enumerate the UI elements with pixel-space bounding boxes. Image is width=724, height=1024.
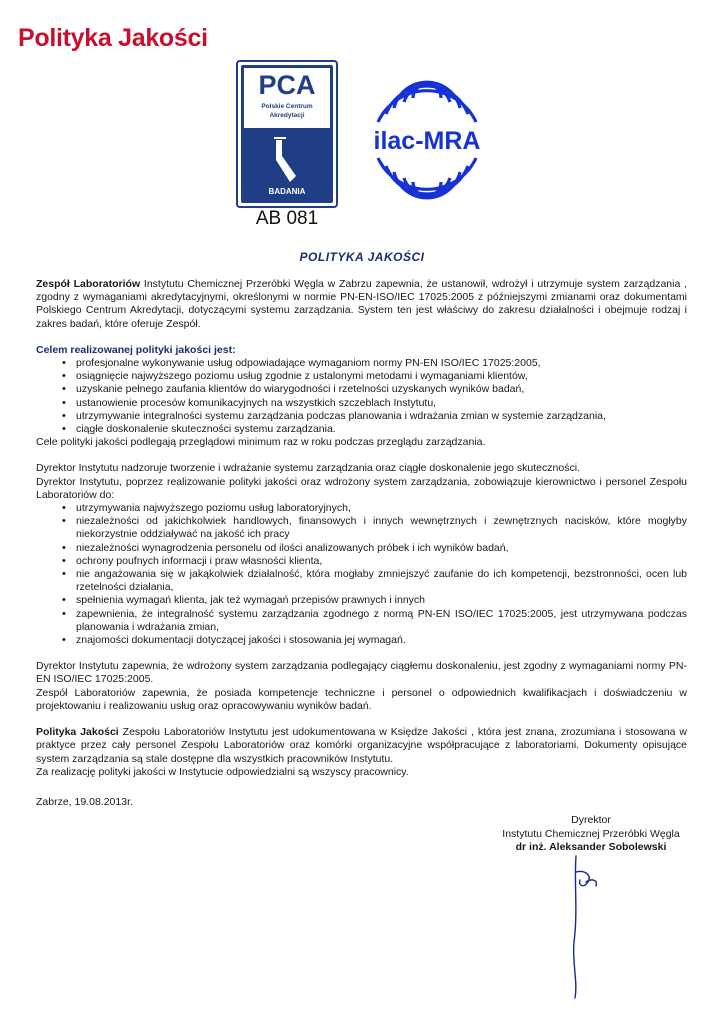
list-item: • nie angażowania się w jakąkolwiek działalność, która mogłaby zmniejszyć zaufanie do ich kompetencji, bezstronności, ocen lub rzetelności działania, <box>76 568 687 594</box>
intro-text: Instytutu Chemicznej Przeróbki Węgla w Zabrzu zapewnia, że ustanowił, wdrożył i utrzymuje system zarządzania , zgodny z wymaganiami akredytacyjnymi, określonymi w normie PN-EN-ISO/IEC 17025:2005 z późniejszymi zmianami oraz dokumentami Polskiego Centrum Akredytacji, dotyczącymi systemu zarządzania. System ten jest właściwy do zakresu działalności i obejmuje rodzaj i zakres badań, które oferuje Zespół. <box>36 278 687 330</box>
signatory-role: Dyrektor <box>571 814 611 826</box>
director-paragraph-1: Dyrektor Instytutu nadzoruje tworzenie i wdrażanie systemu zarządzania oraz ciągłe doskonalenie jego skuteczności. <box>36 462 580 475</box>
list-item: • osiągnięcie najwyższego poziomu usług zgodnie z ustalonymi metodami i wymaganiami klientów, <box>76 370 687 383</box>
closing-paragraph <box>36 726 687 766</box>
assurance-paragraph-2: Zespół Laboratoriów zapewnia, że posiada kompetencje techniczne i personel o odpowiednich kwalifikacjach i doświadczeniu w projektowaniu i realizowaniu usług oraz opracowywaniu wyników badań. <box>36 686 687 712</box>
responsibility-paragraph: Za realizację polityki jakości w Instytucie odpowiedzialni są wszyscy pracownicy. <box>36 765 409 778</box>
signatory-institution: Instytutu Chemicznej Przeróbki Węgla <box>502 827 680 840</box>
accreditation-logos <box>0 58 724 238</box>
list-item: • uzyskanie pełnego zaufania klientów do wiarygodności i rzetelności uzyskanych wyników badań, <box>76 383 687 396</box>
pca-name-line2: Akredytacji <box>269 112 305 119</box>
pca-acronym: PCA <box>258 70 316 100</box>
aims-heading: Celem realizowanej polityki jakości jest: <box>36 343 236 356</box>
list-item: • utrzymywanie integralności systemu zarządzania podczas planowania i wdrażania zmian w systemie zarządzania, <box>76 410 687 423</box>
list-item: • utrzymywania najwyższego poziomu usług laboratoryjnych, <box>76 502 687 515</box>
document-heading: POLITYKA JAKOŚCI <box>299 250 425 264</box>
assurance-paragraph-1: Dyrektor Instytutu zapewnia, że wdrożony system zarządzania podlegający ciągłemu doskonaleniu, jest zgodny z wymaganiami normy PN-EN ISO/IEC 17025:2005. <box>36 660 687 686</box>
list-item: • spełnienia wymagań klienta, jak też wymagań przepisów prawnych i innych <box>76 594 687 607</box>
list-item: • znajomości dokumentacji dotyczącej jakości i stosowania jej wymagań. <box>76 634 687 647</box>
accreditation-number: AB 081 <box>255 208 319 229</box>
list-item: • zapewnienia, że integralność systemu zarządzania zgodnego z normą PN-EN ISO/IEC 17025:2005, jest utrzymywana podczas planowania i wdrażania zmian, <box>76 608 687 634</box>
closing-text: Zespołu Laboratoriów Instytutu jest udokumentowana w Księdze Jakości , która jest znana, zrozumiana i stosowana w praktyce przez cały personel Zespołu Laboratoriów oraz komórki organizacyjne współpracujące z laboratoriami. Dokumenty opisujące system zarządzania są stale dostępne dla wszystkich pracowników Instytutu. <box>36 726 687 765</box>
closing-lead: Polityka Jakości <box>36 726 119 739</box>
document-date: Zabrze, 19.08.2013r. <box>36 796 133 808</box>
pca-accreditation-logo <box>236 60 338 208</box>
review-paragraph: Cele polityki jakości podlegają przeglądowi minimum raz w roku podczas przeglądu zarządzania. <box>36 436 486 449</box>
handwritten-signature <box>566 852 610 1002</box>
pca-name-line1: Polskie Centrum <box>261 103 313 110</box>
ilac-mra-logo <box>356 60 498 220</box>
director-paragraph-2: Dyrektor Instytutu, poprzez realizowanie polityki jakości oraz wdrożony system zarządzania, zobowiązuje kierownictwo i personel Zespołu Laboratoriów do: <box>36 475 687 501</box>
intro-lead: Zespół Laboratoriów <box>36 278 141 290</box>
ilac-mra-label: ilac-MRA <box>373 127 481 155</box>
document-body <box>36 278 687 779</box>
signature-block <box>480 814 702 855</box>
commitments-list <box>36 502 687 647</box>
list-item: • profesjonalne wykonywanie usług odpowiadające wymaganiom normy PN-EN ISO/IEC 17025:2005, <box>76 357 687 370</box>
list-item: • niezależności od jakichkolwiek handlowych, finansowych i innych wewnętrznych i zewnętrznych nacisków, które mogłyby niekorzystnie oddziaływać na jakość ich pracy <box>76 515 687 541</box>
list-item: • ustanowienie procesów komunikacyjnych na wszystkich szczeblach Instytutu, <box>76 397 687 410</box>
signatory-name: dr inż. Aleksander Sobolewski <box>515 841 667 853</box>
list-item: • ciągłe doskonalenie skuteczności systemu zarządzania. <box>76 423 687 436</box>
pca-badge-label: BADANIA <box>268 187 306 196</box>
list-item: • niezależności wynagrodzenia personelu od ilości analizowanych próbek i ich wyników badań, <box>76 542 687 555</box>
page-title: Polityka Jakości <box>18 24 208 52</box>
aims-list <box>36 357 687 436</box>
intro-paragraph <box>36 278 687 331</box>
list-item: • ochrony poufnych informacji i praw własności klienta, <box>76 555 687 568</box>
